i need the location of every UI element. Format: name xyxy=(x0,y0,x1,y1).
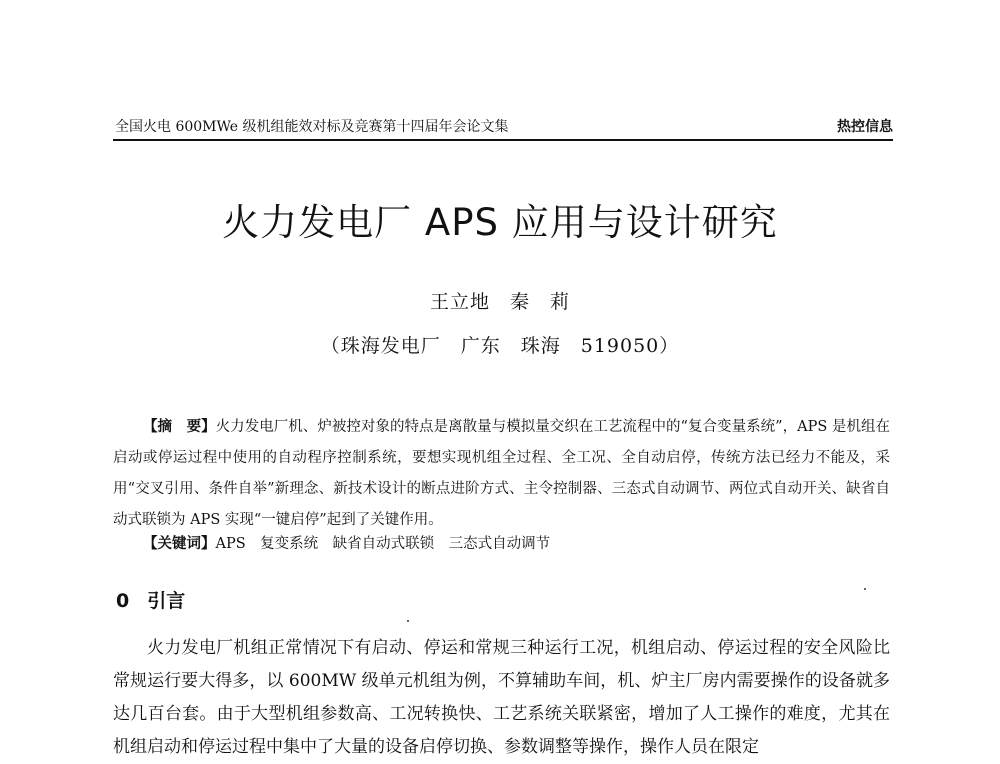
affiliation: （珠海发电厂 广东 珠海 519050） xyxy=(320,335,680,357)
header-rule xyxy=(113,139,893,141)
scan-speck xyxy=(407,620,409,622)
proceedings-title: 全国火电 600MWe 级机组能效对标及竞赛第十四届年会论文集 xyxy=(115,119,509,135)
keywords-text: APS 复变系统 缺省自动式联锁 三态式自动调节 xyxy=(215,536,551,552)
section-heading xyxy=(116,589,185,613)
section-title: 引言 xyxy=(147,590,186,612)
body-paragraph: 火力发电厂机组正常情况下有启动、停运和常规三种运行工况，机组启动、停运过程的安全风险比常规运行要大得多，以 600MW 级单元机组为例，不算辅助车间，机、炉主厂房内需要操作的设备就多达几百台套。由于大型机组参数高、工况转换快、工艺系统关联紧密，增加了人工操作的难度，尤其在机组启动和停运过程中集中了大量的设备启停切换、参数调整等操作，操作人员在限定 xyxy=(113,638,890,757)
abstract-text: 火力发电厂机、炉被控对象的特点是离散量与模拟量交织在工艺流程中的“复合变量系统”，APS 是机组在启动或停运过程中使用的自动程序控制系统，要想实现机组全过程、全工况、全自动启停，传统方法已经力不能及，采用“交叉引用、条件自举”新理念、新技术设计的断点进阶方式、主令控制器、三态式自动调节、两位式自动开关、缺省自动式联锁为 APS 实现“一键启停”起到了关键作用。 xyxy=(113,419,890,528)
abstract xyxy=(113,411,890,536)
authors: 王立地 秦 莉 xyxy=(429,291,570,313)
keywords-label: 【关键词】 xyxy=(143,535,216,552)
paper-title: 火力发电厂 APS 应用与设计研究 xyxy=(222,201,778,244)
scan-speck xyxy=(864,588,866,590)
section-number: 0 xyxy=(116,590,130,612)
abstract-label: 【摘 要】 xyxy=(143,418,216,435)
section-label: 热控信息 xyxy=(837,119,893,135)
keywords xyxy=(113,534,890,554)
